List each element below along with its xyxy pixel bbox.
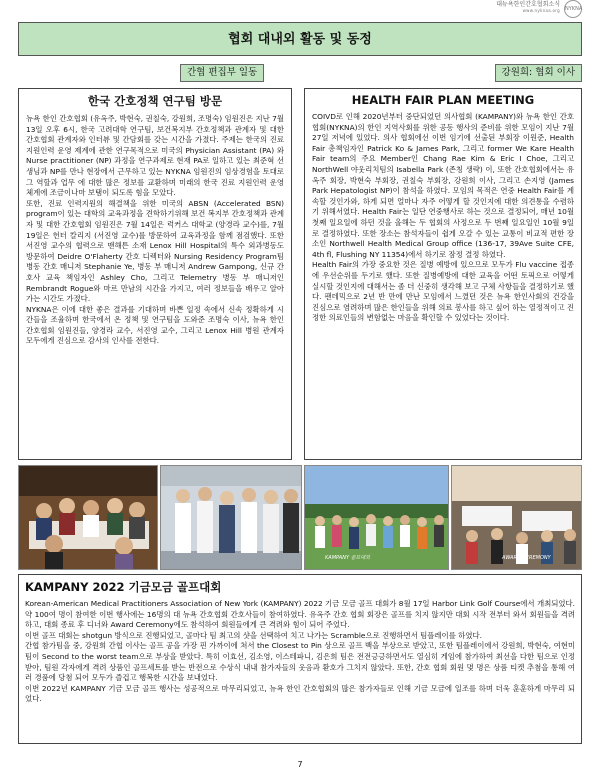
photo-golf-course-group (304, 465, 449, 570)
article-paragraph: Health Fair의 가장 중요한 것은 질병 예방에 있으므로 모두가 Flu vaccine 접종에 우선순위를 두기로 했다. 또한 질병예방에 대한 교육을 어떤 토픽으로 어떻게 실시할 것인지에 대해서는 좀 더 신중히 생각해 보고 구체 사항들을 결정하기로 했다. 팬데믹으로 2년 반 만에 만난 모임에서 느꼈던 것은 뉴욕 한인사회의 건강을 진심으로 염려하며 많은 한인들을 위해 의료 봉사를 하고 싶어 하는 열정적이고 진정한 의료인들의 변함없는 마음을 확인할 수 있었다는 것이다. (312, 260, 574, 323)
article-paragraph: 이번 골프 대회는 shotgun 방식으로 진행되었고, 골마다 팀 최고의 샷을 선택하여 치고 나가는 Scramble으로 진행하면서 팀플레이를 하였다. (25, 630, 482, 640)
page-number: 7 (297, 760, 303, 769)
article-health-fair (304, 88, 582, 460)
article-paragraph: Korean-American Medical Practitioners Association of New York (KAMPANY) 2022 기금 모금 골프 대회가 8월 17일 Harbor Link Golf Course에서 개최되었다. 약 100여 명이 참여한 이번 행사에는 16명의 대 뉴욕 간호협회 간호사들이 참여하였다. 유옥주 간호 협회 회장은 골프를 치지 않지만 대회 시작 전부터 와서 회원들을 격려하고, 대회 종료 후 디너와 Award Ceremony에도 참석하여 회원들에게 큰 격려와 힘이 되어 주었다. (25, 599, 575, 630)
article-paragraph: 또한, 진료 인력지원의 해결책을 위한 미국의 ABSN (Accelerated BSN) program이 있는 대학의 교육과정을 견학하기위해 보건 복지부 간호정책과 관계자 및 대한 간호협회 임원진은 7월 14일은 럭커스 대학교 (양경라 교수)를, 7월19일은 헌터 칼리지 (서진영 교수)를 방문하여 교육과정을 함께 점검했다. 또한 서진영 교수의 협력으로 맨해튼 소재 Lenox Hill Hospital의 특수 외과병동도 방문하여 Deidre O'Flaherty 간호 디렉터와 Nursing Residency Program팀 병동 간호 매니저 Stephanie Ye, 병동 부 매니저 Andrew Gampong, 신규 간호사 교육 책임자인 Ashley Cho, 그리고 Telemetry 병동 부 매니저인 Rembrandt Rogue와 마르 만남의 시간을 가지고, 여러 정보들을 배우고 알아가는 시간도 가졌다. (26, 198, 284, 304)
page-title: 협회 대내외 활동 및 동정 (18, 22, 582, 56)
article-golf-tournament (18, 574, 582, 744)
article-heading: 한국 간호정책 연구팀 방문 (87, 94, 223, 108)
article-body (25, 599, 575, 705)
logo: NYKNA (564, 0, 582, 18)
header-org-name: 대뉴욕한인간호협회소식 (496, 1, 560, 8)
photo-caption: AWARD CEREMONY (502, 555, 551, 561)
photo-dinner-group (18, 465, 158, 570)
photo-hospital-visit (160, 465, 302, 570)
article-heading: HEALTH FAIR PLAN MEETING (351, 93, 535, 107)
photo-award-ceremony (451, 465, 582, 570)
header-website: www.nyknaa.org (522, 8, 560, 13)
author-tag-left: 간협 편집부 일동 (180, 64, 264, 82)
article-body (312, 112, 574, 324)
article-heading: KAMPANY 2022 기금모금 골프대회 (25, 580, 222, 594)
article-paragraph: 이번 2022년 KAMPANY 기금 모금 골프 행사는 성공적으로 마무리되었고, 뉴욕 한인 간호협회의 많은 참가자들로 인해 기금 모금에 일조를 하며 더욱 훈훈하게 마무리 되었다. (25, 683, 575, 704)
photo-caption: KAMPANY 골프대회 (325, 555, 370, 561)
article-paragraph: NYKNA은 이에 대한 좋은 결과를 기대하며 바쁜 일정 속에서 신속 정확하게 시간들을 조율하며 한국에서 온 정책 및 연구팀을 도와준 조명숙 이사, 뉴욕 한인 간호협회 임원진들, 양경라 교수, 서진영 교수, 그리고 Lenox Hill 병원 관계자 모두에게 진심으로 감사의 인사를 전한다. (26, 304, 284, 346)
article-body (26, 114, 284, 347)
article-nursing-policy (18, 88, 292, 460)
article-paragraph: 간협 참가팀을 중, 강원희 간협 이사는 골프 공을 가장 핀 가까이에 쳐서 the Closest to Pin 상으로 골프 백을 부상으로 받았고, 또한 팀플레이에서 강원희, 박현숙, 여현미 팀이 Second to the worst team으로 부상을 받았다. 특히 이효선, 김소영, 이스테파니, 김은희 팀은 전전긍긍하면서도 열심히 게임에 참가하여 최선을 다한 팀으로 인정받아, 팀원 각자에게 격려 상품인 골프세트를 받는 반전으로 수상식 내내 참가자들의 웃음과 환호가 그치지 않았다. 또한, 간호 협회 회원 몇 명은 상품 티켓 추첨을 통해 여러 경품에 당첨 되어 모두가 즐겁고 행복한 시간을 보내었다. (25, 641, 575, 683)
article-paragraph: 뉴욕 한인 간호협회 (유옥주, 박현숙, 권칠숙, 강원희, 조명숙) 임원진은 지난 7월 13일 오후 6시, 한국 고려대학 연구팀, 보건복지부 간호정책과 관계자 및 대한 간호협회 관계자와 인터뷰 및 간담회를 갖는 시간을 가졌다. 주제는 한국의 진료지원인력 운영 제계에 관한 연구목적으로 미국의 Physician Assistant (PA) 와 Nurse practitioner (NP) 과정을 연구과제로 현재 PA로 일하고 있는 최준혁 선생님과 NP를 만나 현장에서 근무하고 있는 NYKNA 임원진의 임상경험을 토대로 그 역할과 업무 에 대한 많은 정보를 교환하며 미래의 한국 진료 지원인력 운영 체계에 조금이나마 보탬이 되도록 힘을 모았다. (26, 114, 284, 198)
article-paragraph: COIVD로 인해 2020년부터 중단되었던 의사협회 (KAMPANY)와 뉴욕 한인 간호협회(NYKNA)의 한인 지역사회를 위한 공동 행사의 준비를 위한 모임이 지난 7월 27일 저녁에 있었다. 의사 협회에선 이번 임기에 선출된 부회장 이원준, Health Fair 총책임자인 Patrick Ko & James Park, 그리고 former We Kare Health Fair team의 주요 Member인 Chang Rae Kim & Eric I Choe, 그리고 NorthWell 야웃리치팀의 Isabella Park (존칭 생략) 이, 또한 간호협회에서는 유옥주 회장, 박현숙 부회장, 권칠숙 부회장, 강원희 이사, 그리고 손지영 (James Park Hepatologist NP)이 참석을 하였다. 모임의 목적은 연중 Health Fair를 계속할 것인가와, 하게 되면 얼마나 자주 어떻게 할 것인지에 대한 의견통을 수렴하기 위해서였다. Health Fair는 일단 연중행사로 하는 것으로 결정되어, 매년 10월 첫째 일요일에 하던 것을 올해는 두 협회의 사정으로 두 번째 일요일인 10월 9일로 결정하였다. 또한 장소는 참석자들이 쉽게 오갈 수 있는 교통이 비교적 편한 장소인 Northwell Health Medical Group office (136-17, 39Ave Suite CFE, 4th fl, Flushing NY 11354)에서 하기로 잠정 결정 하였다. (312, 112, 574, 259)
author-tag-right: 강원희: 협회 이사 (495, 64, 582, 82)
page-header (0, 0, 600, 20)
